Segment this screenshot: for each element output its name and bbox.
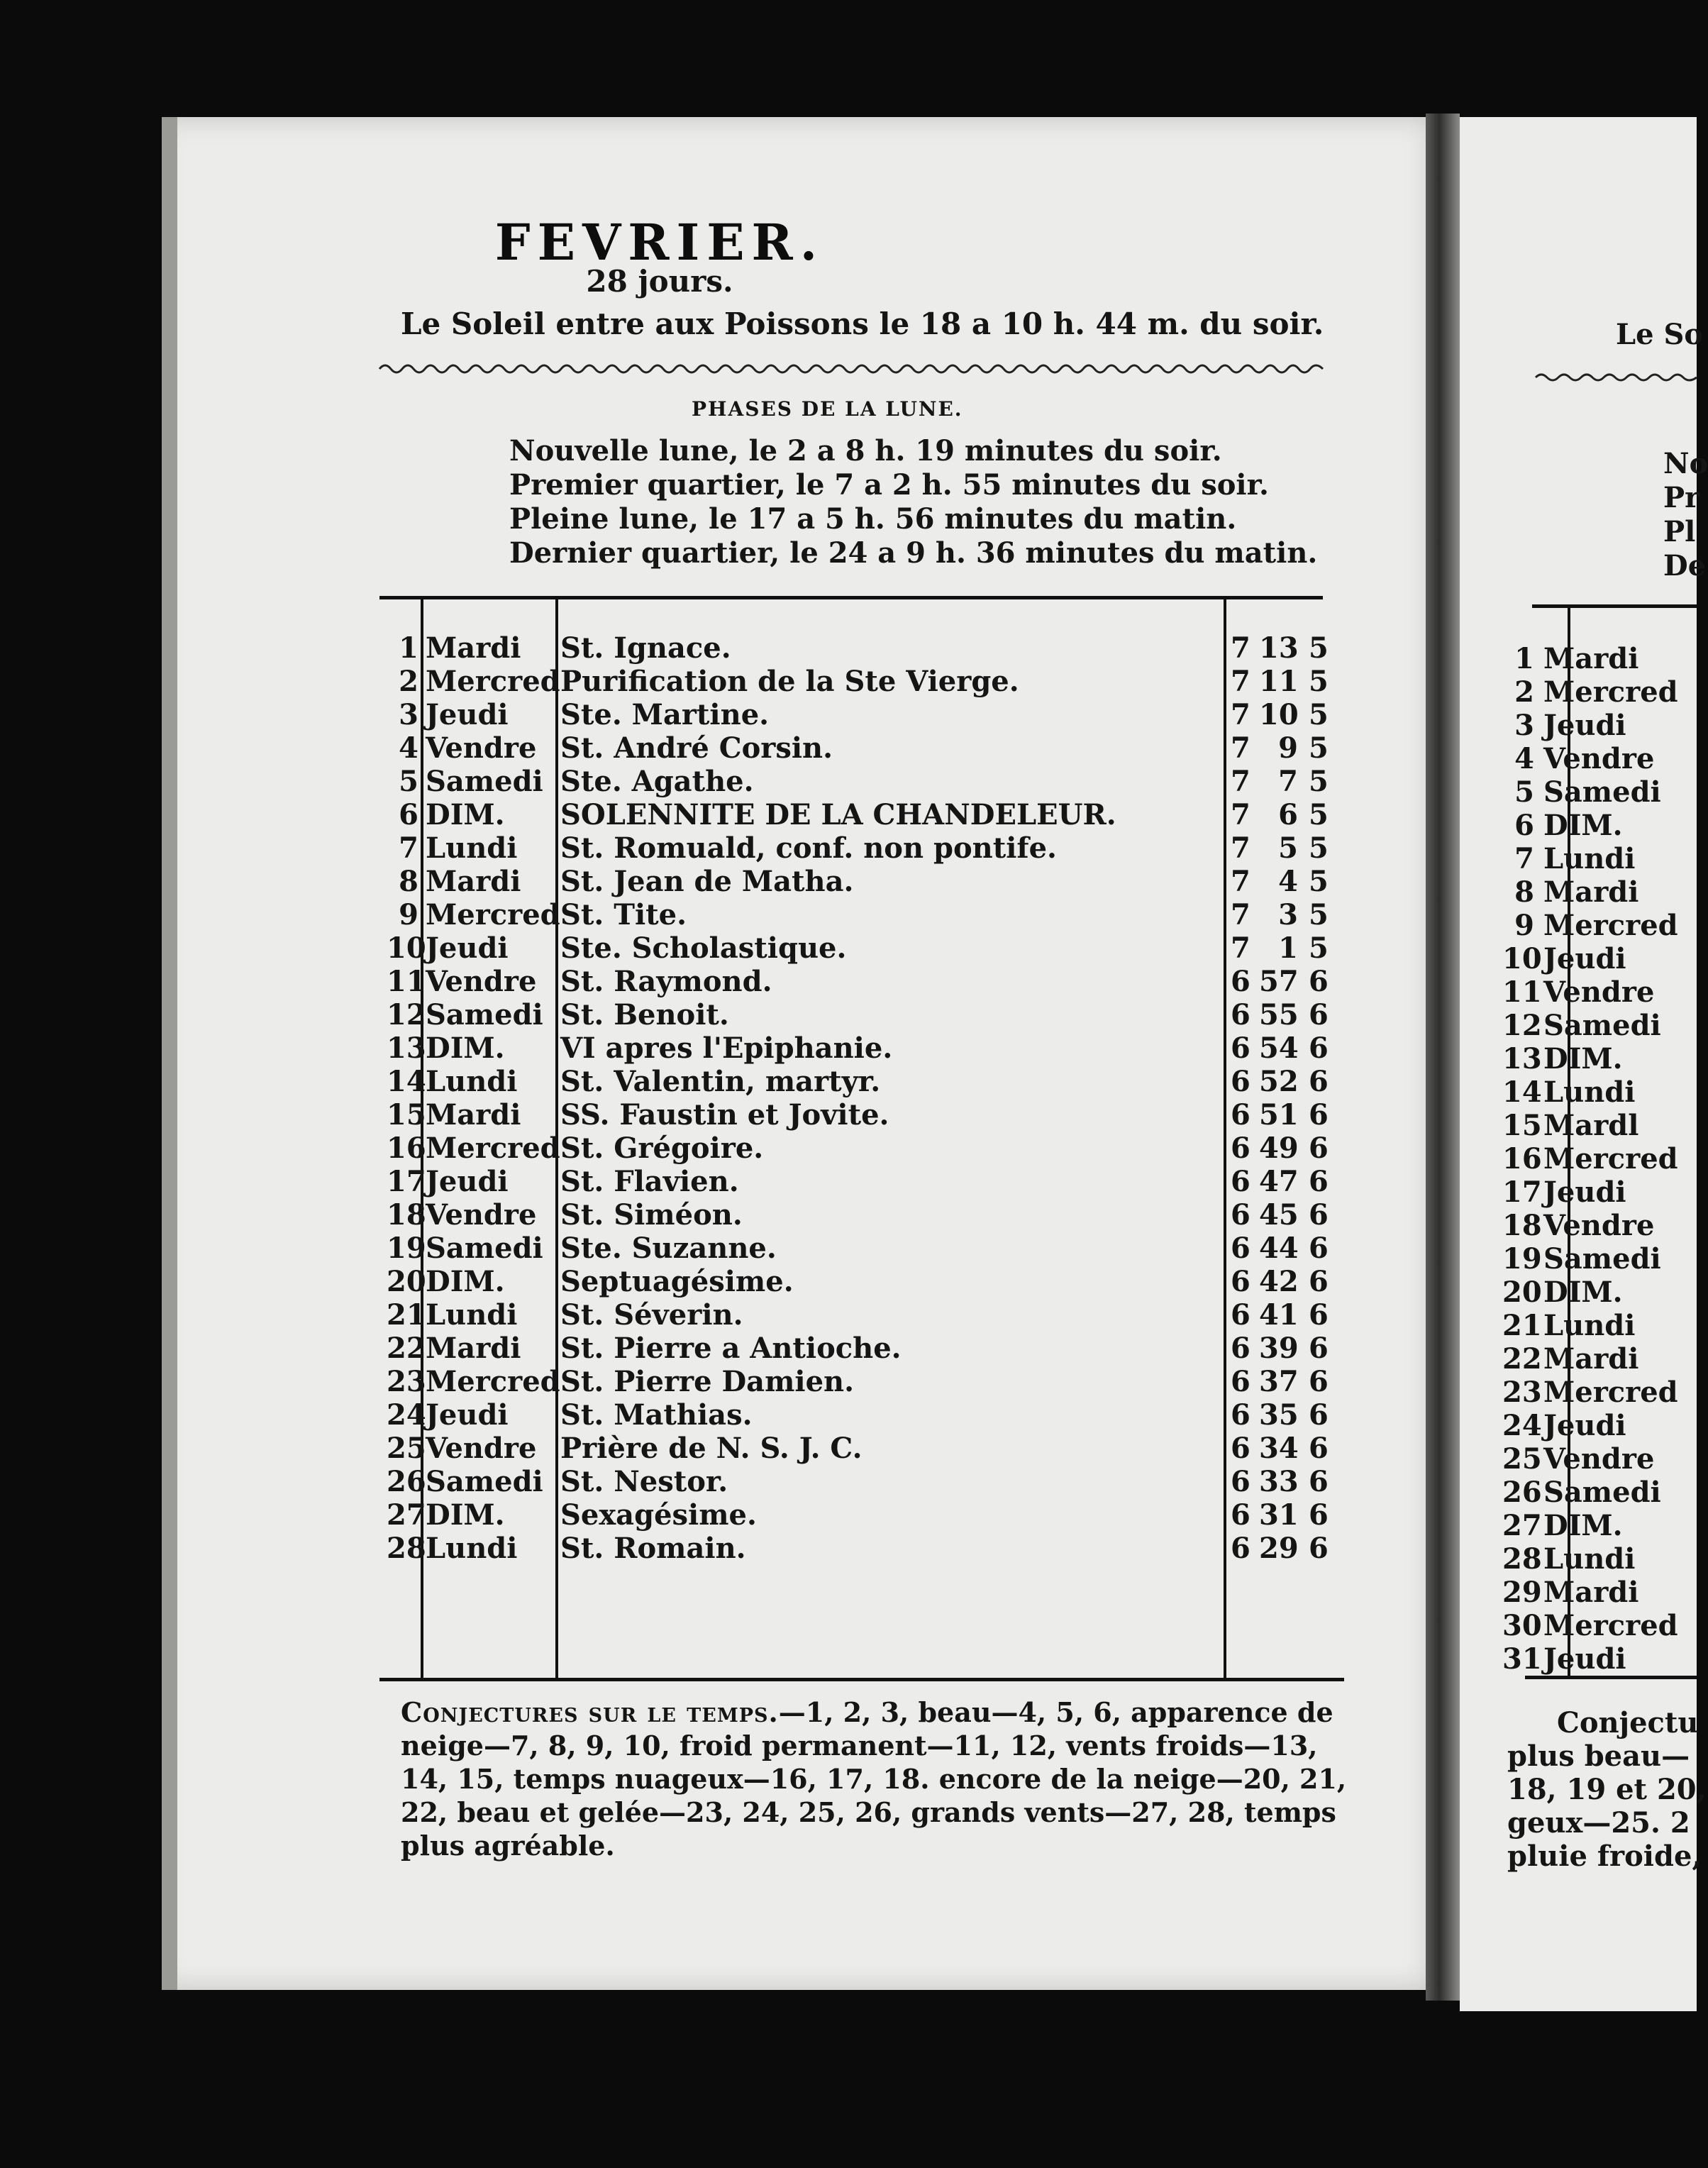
calendar-row: [387, 1498, 1380, 1532]
hour-value: 7: [1231, 865, 1250, 898]
saint-name: St. Mathias.: [560, 1398, 753, 1432]
day-number: 4: [1514, 742, 1534, 775]
calendar-row: [387, 898, 1380, 932]
day-number: 1: [1514, 642, 1534, 675]
day-number: 13: [1502, 1042, 1542, 1075]
weekday: Jeudi: [426, 931, 509, 965]
hour-value: 7: [1231, 665, 1250, 698]
day-number: 18: [1502, 1209, 1542, 1242]
sun-value: 5: [1309, 631, 1329, 665]
weekday: Mercred: [426, 1365, 560, 1398]
calendar-row: [387, 631, 1380, 665]
sun-value: 6: [1309, 1465, 1329, 1498]
calendar-row: [387, 831, 1380, 865]
day-number: 28: [1502, 1542, 1542, 1576]
day-number: 19: [1502, 1242, 1542, 1276]
day-number: 15: [387, 1098, 426, 1132]
phase-first-quarter: Premier quartier, le 7 a 2 h. 55 minutes du soir.: [509, 468, 1269, 502]
saint-name: Sexagésime.: [560, 1498, 757, 1532]
sun-value: 6: [1309, 1398, 1329, 1432]
hour-value: 6: [1231, 1365, 1250, 1398]
minute-value: 45: [1259, 1198, 1299, 1232]
weekday: Samedi: [1543, 1009, 1661, 1042]
calendar-row: [387, 1432, 1380, 1466]
minute-value: 33: [1259, 1465, 1299, 1498]
day-number: 7: [399, 831, 418, 865]
calendar-row: [387, 1132, 1380, 1166]
day-number: 25: [387, 1432, 426, 1465]
hour-value: 6: [1231, 1232, 1250, 1265]
weekday: Jeudi: [1543, 1409, 1626, 1442]
day-number: 23: [1502, 1376, 1542, 1409]
minute-value: 6: [1278, 798, 1298, 831]
saint-name: St. Pierre Damien.: [560, 1365, 855, 1398]
weekday: Jeudi: [1543, 1642, 1626, 1676]
calendar-row: [387, 1532, 1380, 1566]
weekday: Lundi: [1543, 842, 1636, 875]
calendar-row: [387, 798, 1380, 832]
minute-value: 39: [1259, 1332, 1299, 1365]
minute-value: 42: [1259, 1265, 1299, 1298]
right-table-top-rule: [1532, 604, 1697, 608]
saint-name: St. Flavien.: [560, 1165, 739, 1198]
day-number: 12: [387, 998, 426, 1032]
weekday: Samedi: [426, 998, 543, 1032]
day-number: 21: [387, 1298, 426, 1332]
hour-value: 6: [1231, 1298, 1250, 1332]
saint-name: St. Jean de Matha.: [560, 865, 854, 898]
saint-name: St. Benoit.: [560, 998, 729, 1032]
saint-name: Ste. Suzanne.: [560, 1232, 777, 1265]
table-bottom-rule: [379, 1678, 1344, 1681]
day-number: 3: [399, 698, 418, 731]
weekday: Vendre: [426, 1432, 537, 1465]
sun-value: 6: [1309, 1332, 1329, 1365]
sun-value: 5: [1309, 665, 1329, 698]
day-number: 23: [387, 1365, 426, 1398]
day-number: 11: [1502, 975, 1542, 1009]
weekday: Mercred: [1543, 1142, 1678, 1176]
sun-value: 5: [1309, 698, 1329, 731]
minute-value: 52: [1259, 1065, 1299, 1098]
saint-name: St. Romuald, conf. non pontife.: [560, 831, 1057, 865]
sun-sign-line: Le Soleil entre aux Poissons le 18 a 10 h. 44 m. du soir.: [401, 306, 1324, 341]
weekday: Lundi: [1543, 1542, 1636, 1576]
calendar-row: [387, 731, 1380, 765]
saint-name: St. André Corsin.: [560, 731, 833, 765]
weekday: Lundi: [426, 1065, 518, 1098]
calendar-row: [387, 965, 1380, 999]
calendar-row: [387, 1365, 1380, 1399]
minute-value: 37: [1259, 1365, 1299, 1398]
sun-value: 6: [1309, 1532, 1329, 1565]
weekday: DIM.: [1543, 809, 1623, 842]
phase-last-quarter: Dernier quartier, le 24 a 9 h. 36 minutes du matin.: [509, 536, 1318, 570]
weekday: Mardl: [1543, 1109, 1639, 1142]
day-number: 5: [1514, 775, 1534, 809]
day-number: 16: [387, 1132, 426, 1165]
sun-value: 6: [1309, 1165, 1329, 1198]
day-number: 18: [387, 1198, 426, 1232]
calendar-row: [387, 1032, 1380, 1066]
day-number: 3: [1514, 709, 1534, 742]
day-number: 6: [1514, 809, 1534, 842]
calendar-row: [387, 1232, 1380, 1266]
weekday: DIM.: [1543, 1042, 1623, 1075]
weekday: Mercred: [426, 665, 560, 698]
sun-value: 6: [1309, 1498, 1329, 1532]
saint-name: St. Séverin.: [560, 1298, 743, 1332]
hour-value: 6: [1231, 1498, 1250, 1532]
right-table-bottom-rule: [1525, 1676, 1697, 1679]
day-number: 4: [399, 731, 418, 765]
minute-value: 10: [1259, 698, 1299, 731]
hour-value: 7: [1231, 798, 1250, 831]
saint-name: Ste. Agathe.: [560, 765, 754, 798]
hour-value: 7: [1231, 698, 1250, 731]
saint-name: SS. Faustin et Jovite.: [560, 1098, 889, 1132]
weekday: DIM.: [426, 1032, 505, 1065]
day-number: 26: [387, 1465, 426, 1498]
weekday: Jeudi: [426, 1398, 509, 1432]
sun-value: 6: [1309, 1065, 1329, 1098]
day-number: 30: [1502, 1609, 1542, 1642]
weekday: Mercred: [1543, 675, 1678, 709]
minute-value: 49: [1259, 1132, 1299, 1165]
calendar-row: [387, 865, 1380, 899]
decorative-wavy-rule: [379, 358, 1323, 380]
weekday: Lundi: [1543, 1309, 1636, 1342]
right-conjectures-fragment: Conjectu: [1557, 1706, 1699, 1740]
right-conjectures-fragment: 18, 19 et 20,: [1507, 1773, 1707, 1806]
day-number: 29: [1502, 1576, 1542, 1609]
saint-name: Purification de la Ste Vierge.: [560, 665, 1019, 698]
day-number: 28: [387, 1532, 426, 1565]
weekday: Mardi: [1543, 642, 1639, 675]
sun-value: 5: [1309, 931, 1329, 965]
day-number: 9: [1514, 909, 1534, 942]
weekday: Vendre: [426, 1198, 537, 1232]
right-phase-fragment: Pl: [1663, 515, 1696, 548]
day-number: 10: [1502, 942, 1542, 975]
sun-value: 6: [1309, 1132, 1329, 1165]
day-number: 14: [387, 1065, 426, 1098]
day-number: 20: [1502, 1276, 1542, 1309]
weekday: Jeudi: [426, 698, 509, 731]
day-number: 8: [1514, 875, 1534, 909]
sun-value: 6: [1309, 1432, 1329, 1465]
month-title: FEVRIER.: [494, 213, 825, 272]
sun-value: 5: [1309, 898, 1329, 931]
minute-value: 31: [1259, 1498, 1299, 1532]
weather-conjectures: [401, 1696, 1351, 1862]
weekday: Lundi: [426, 831, 518, 865]
saint-name: Ste. Martine.: [560, 698, 770, 731]
saint-name: St. Pierre a Antioche.: [560, 1332, 902, 1365]
sun-value: 6: [1309, 1365, 1329, 1398]
weekday: Samedi: [426, 765, 543, 798]
minute-value: 34: [1259, 1432, 1299, 1465]
sun-value: 5: [1309, 831, 1329, 865]
minute-value: 55: [1259, 998, 1299, 1032]
day-number: 8: [399, 865, 418, 898]
minute-value: 4: [1278, 865, 1298, 898]
book-binding: [1426, 114, 1460, 2001]
saint-name: St. Ignace.: [560, 631, 731, 665]
hour-value: 7: [1231, 931, 1250, 965]
month-days: 28 jours.: [586, 264, 733, 299]
weekday: Vendre: [1543, 742, 1655, 775]
hour-value: 6: [1231, 998, 1250, 1032]
weekday: DIM.: [426, 798, 505, 831]
right-conjectures-fragment: plus beau—: [1507, 1740, 1690, 1773]
minute-value: 9: [1278, 731, 1298, 765]
phase-new-moon: Nouvelle lune, le 2 a 8 h. 19 minutes du soir.: [509, 434, 1222, 468]
hour-value: 7: [1231, 765, 1250, 798]
right-phase-fragment: Pr: [1663, 481, 1700, 514]
day-number: 24: [387, 1398, 426, 1432]
day-number: 7: [1514, 842, 1534, 875]
weekday: Samedi: [426, 1232, 543, 1265]
minute-value: 5: [1278, 831, 1298, 865]
minute-value: 29: [1259, 1532, 1299, 1565]
day-number: 9: [399, 898, 418, 931]
weekday: Jeudi: [426, 1165, 509, 1198]
saint-name: Prière de N. S. J. C.: [560, 1432, 863, 1465]
saint-name: St. Tite.: [560, 898, 687, 931]
saint-name: St. Siméon.: [560, 1198, 743, 1232]
calendar-row: [387, 1098, 1380, 1132]
day-number: 15: [1502, 1109, 1542, 1142]
weekday: Lundi: [1543, 1075, 1636, 1109]
saint-name: St. Romain.: [560, 1532, 746, 1565]
saint-name: SOLENNITE DE LA CHANDELEUR.: [560, 798, 1116, 831]
weekday: DIM.: [426, 1265, 505, 1298]
weekday: Mardi: [1543, 1576, 1639, 1609]
day-number: 2: [399, 665, 418, 698]
weekday: Vendre: [426, 965, 537, 998]
saint-name: St. Raymond.: [560, 965, 772, 998]
minute-value: 41: [1259, 1298, 1299, 1332]
day-number: 12: [1502, 1009, 1542, 1042]
weekday: Lundi: [426, 1532, 518, 1565]
conjectures-lead: Conjectures sur le temps.: [401, 1696, 779, 1728]
calendar-row: [387, 998, 1380, 1032]
weekday: Mardi: [1543, 1342, 1639, 1376]
day-number: 17: [387, 1165, 426, 1198]
weekday: Mardi: [1543, 875, 1639, 909]
hour-value: 7: [1231, 898, 1250, 931]
day-number: 27: [387, 1498, 426, 1532]
weekday: Mardi: [426, 865, 521, 898]
day-number: 22: [1502, 1342, 1542, 1376]
weekday: Jeudi: [1543, 709, 1626, 742]
day-number: 26: [1502, 1476, 1542, 1509]
right-sun-fragment: Le So: [1616, 318, 1704, 351]
calendar-row: [387, 665, 1380, 699]
hour-value: 7: [1231, 731, 1250, 765]
sun-value: 6: [1309, 965, 1329, 998]
day-number: 31: [1502, 1642, 1542, 1676]
sun-value: 5: [1309, 798, 1329, 831]
minute-value: 51: [1259, 1098, 1299, 1132]
day-number: 1: [399, 631, 418, 665]
minute-value: 47: [1259, 1165, 1299, 1198]
saint-name: St. Valentin, martyr.: [560, 1065, 881, 1098]
calendar-row: [387, 1332, 1380, 1366]
sun-value: 6: [1309, 1232, 1329, 1265]
weekday: Vendre: [1543, 1442, 1655, 1476]
weekday: Mercred: [426, 898, 560, 931]
saint-name: Septuagésime.: [560, 1265, 794, 1298]
weekday: Vendre: [1543, 1209, 1655, 1242]
weekday: Mercred: [426, 1132, 560, 1165]
sun-value: 6: [1309, 1198, 1329, 1232]
saint-name: Ste. Scholastique.: [560, 931, 847, 965]
weekday: Jeudi: [1543, 942, 1626, 975]
sun-value: 6: [1309, 1032, 1329, 1065]
hour-value: 7: [1231, 631, 1250, 665]
hour-value: 6: [1231, 1332, 1250, 1365]
hour-value: 6: [1231, 1132, 1250, 1165]
hour-value: 6: [1231, 1532, 1250, 1565]
sun-value: 6: [1309, 1098, 1329, 1132]
hour-value: 6: [1231, 1265, 1250, 1298]
day-number: 16: [1502, 1142, 1542, 1176]
sun-value: 6: [1309, 1265, 1329, 1298]
weekday: Mardi: [426, 1098, 521, 1132]
right-phase-fragment: De: [1663, 549, 1707, 582]
saint-name: VI apres l'Epiphanie.: [560, 1032, 893, 1065]
day-number: 25: [1502, 1442, 1542, 1476]
day-number: 5: [399, 765, 418, 798]
sun-value: 5: [1309, 865, 1329, 898]
hour-value: 6: [1231, 1432, 1250, 1465]
minute-value: 57: [1259, 965, 1299, 998]
weekday: Vendre: [426, 731, 537, 765]
table-top-rule: [379, 596, 1323, 599]
right-phase-fragment: No: [1663, 447, 1708, 480]
day-number: 19: [387, 1232, 426, 1265]
weekday: Mercred: [1543, 1609, 1678, 1642]
minute-value: 44: [1259, 1232, 1299, 1265]
hour-value: 7: [1231, 831, 1250, 865]
weekday: Mardi: [426, 1332, 521, 1365]
weekday: Mardi: [426, 631, 521, 665]
day-number: 17: [1502, 1176, 1542, 1209]
weekday: DIM.: [1543, 1509, 1623, 1542]
day-number: 14: [1502, 1075, 1542, 1109]
calendar-row: [387, 1398, 1380, 1432]
day-number: 21: [1502, 1309, 1542, 1342]
calendar-row: [387, 1265, 1380, 1299]
weekday: Samedi: [426, 1465, 543, 1498]
sun-value: 5: [1309, 731, 1329, 765]
right-conjectures-fragment: pluie froide,: [1507, 1840, 1702, 1873]
weekday: Vendre: [1543, 975, 1655, 1009]
weekday: Mercred: [1543, 909, 1678, 942]
hour-value: 6: [1231, 1032, 1250, 1065]
right-wavy-rule: [1536, 369, 1697, 386]
conjectures-text: —1, 2, 3, beau—4, 5, 6, apparence de neige—7, 8, 9, 10, froid permanent—11, 12, vents froids—13, 14, 15, temps nuageux—16, 17, 18. encore de la neige—20, 21, 22, beau et gelée—23, 24, 25, 26, grands vents—27, 28, temps plus agréable.: [401, 1696, 1347, 1862]
calendar-row: [387, 1065, 1380, 1099]
weekday: Jeudi: [1543, 1176, 1626, 1209]
sun-value: 6: [1309, 1298, 1329, 1332]
minute-value: 1: [1278, 931, 1298, 965]
weekday: Samedi: [1543, 1242, 1661, 1276]
minute-value: 35: [1259, 1398, 1299, 1432]
day-number: 13: [387, 1032, 426, 1065]
day-number: 20: [387, 1265, 426, 1298]
day-number: 6: [399, 798, 418, 831]
hour-value: 6: [1231, 965, 1250, 998]
day-number: 2: [1514, 675, 1534, 709]
hour-value: 6: [1231, 1098, 1250, 1132]
minute-value: 13: [1259, 631, 1299, 665]
minute-value: 3: [1278, 898, 1298, 931]
calendar-row: [387, 765, 1380, 799]
calendar-row: [387, 1198, 1380, 1232]
calendar-row: [387, 1465, 1380, 1499]
minute-value: 11: [1259, 665, 1299, 698]
day-number: 10: [387, 931, 426, 965]
day-number: 11: [387, 965, 426, 998]
day-number: 22: [387, 1332, 426, 1365]
saint-name: St. Grégoire.: [560, 1132, 764, 1165]
calendar-row: [387, 931, 1380, 966]
right-conjectures-fragment: geux—25. 2: [1507, 1806, 1690, 1840]
sun-value: 6: [1309, 998, 1329, 1032]
weekday: Lundi: [426, 1298, 518, 1332]
day-number: 24: [1502, 1409, 1542, 1442]
phase-full-moon: Pleine lune, le 17 a 5 h. 56 minutes du matin.: [509, 502, 1237, 536]
hour-value: 6: [1231, 1065, 1250, 1098]
calendar-row: [387, 1298, 1380, 1332]
saint-name: St. Nestor.: [560, 1465, 728, 1498]
sun-value: 5: [1309, 765, 1329, 798]
day-number: 27: [1502, 1509, 1542, 1542]
weekday: Samedi: [1543, 1476, 1661, 1509]
hour-value: 6: [1231, 1465, 1250, 1498]
weekday: DIM.: [1543, 1276, 1623, 1309]
hour-value: 6: [1231, 1165, 1250, 1198]
moon-phases-heading: PHASES DE LA LUNE.: [692, 397, 963, 421]
minute-value: 54: [1259, 1032, 1299, 1065]
calendar-row: [387, 1165, 1380, 1199]
weekday: Samedi: [1543, 775, 1661, 809]
hour-value: 6: [1231, 1198, 1250, 1232]
weekday: DIM.: [426, 1498, 505, 1532]
weekday: Mercred: [1543, 1376, 1678, 1409]
hour-value: 6: [1231, 1398, 1250, 1432]
minute-value: 7: [1278, 765, 1298, 798]
calendar-row: [387, 698, 1380, 732]
